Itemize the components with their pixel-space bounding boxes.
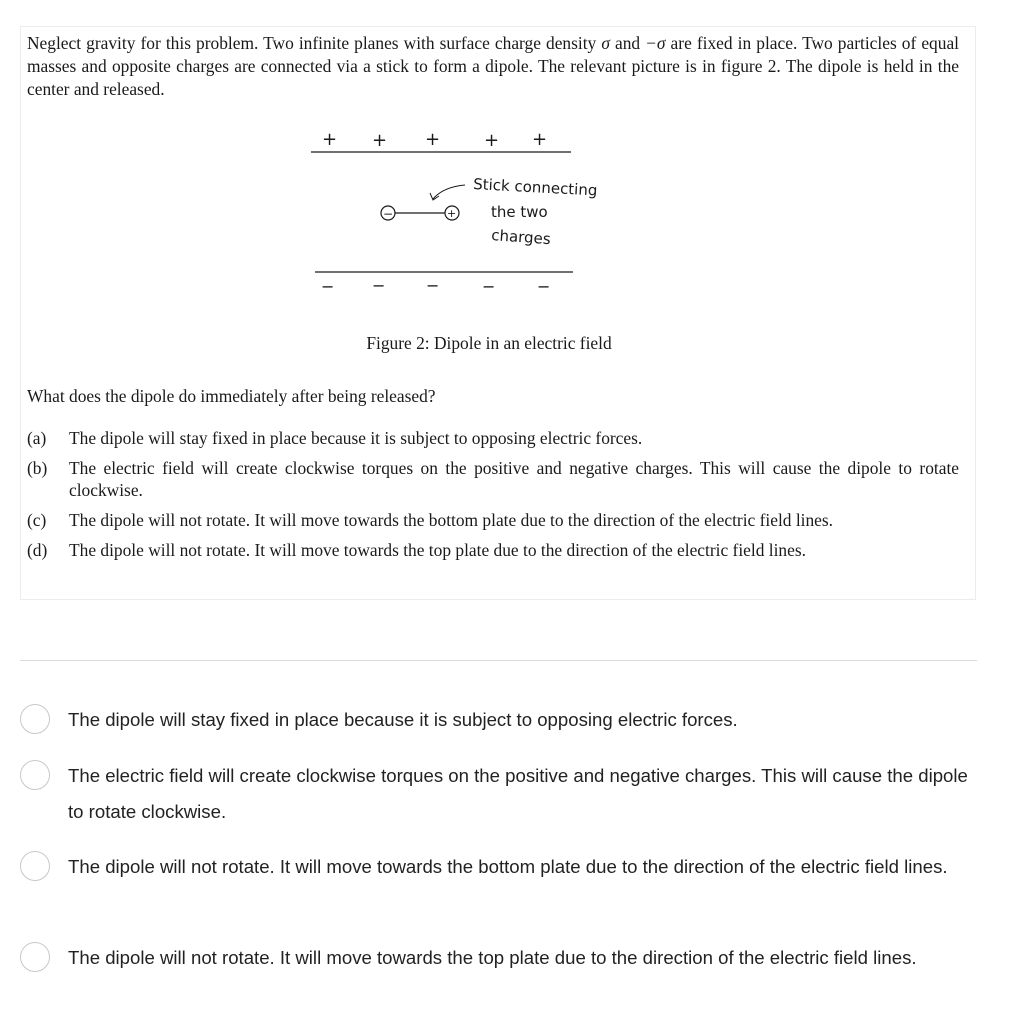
radio-button[interactable] [20, 942, 50, 972]
plus-sign: + [484, 130, 500, 151]
option-d [27, 539, 959, 561]
annotation-line-2: the two [491, 203, 548, 221]
option-letter: (b) [27, 458, 48, 478]
answer-choice-label[interactable]: The dipole will stay fixed in place because it is subject to opposing electric forces. [68, 709, 738, 730]
option-text: The electric field will create clockwise torques on the positive and negative charges. This will cause the dipole to rotate clockwise. [69, 458, 959, 500]
option-b [27, 457, 959, 501]
option-letter: (a) [27, 428, 47, 448]
annotation-line-3: charges [490, 226, 552, 249]
radio-button[interactable] [20, 704, 50, 734]
option-c [27, 509, 959, 531]
problem-statement [20, 26, 976, 600]
plus-sign: + [322, 129, 338, 150]
option-text: The dipole will not rotate. It will move towards the top plate due to the direction of the electric field lines. [69, 540, 806, 560]
figure-caption: Figure 2: Dipole in an electric field [366, 333, 612, 353]
neg-sigma-symbol: −σ [645, 33, 666, 53]
answer-choice-label[interactable]: The electric field will create clockwise torques on the positive and negative charges. This will cause the dipole to rotate clockwise. [68, 765, 968, 822]
radio-button[interactable] [20, 851, 50, 881]
minus-sign: − [372, 276, 386, 295]
stick-annotation [473, 175, 598, 248]
minus-sign: − [482, 277, 496, 296]
plus-sign: + [425, 129, 441, 150]
dipole [381, 206, 459, 221]
plus-sign: + [372, 130, 388, 151]
option-letter: (d) [27, 540, 48, 560]
negative-charge-sign: − [383, 207, 394, 221]
bottom-plate-signs [321, 276, 550, 296]
section-divider [20, 660, 977, 661]
answer-choice-label[interactable]: The dipole will not rotate. It will move towards the top plate due to the direction of the electric field lines. [68, 947, 917, 968]
answer-choice-label[interactable]: The dipole will not rotate. It will move towards the bottom plate due to the direction of the electric field lines. [68, 856, 948, 877]
sigma-symbol: σ [601, 33, 610, 53]
radio-button[interactable] [20, 760, 50, 790]
intro-text-2: are fixed in place. Two particles of equal masses and opposite charges are connected via a stick to form a dipole. The relevant picture is in figure 2. The dipole is held in the center and released. [27, 33, 960, 99]
option-text: The dipole will not rotate. It will move towards the bottom plate due to the direction of the electric field lines. [69, 510, 834, 530]
option-text: The dipole will stay fixed in place because it is subject to opposing electric forces. [69, 428, 643, 448]
annotation-line-1: Stick connecting [472, 175, 598, 200]
minus-sign: − [537, 277, 551, 296]
question-text: What does the dipole do immediately after being released? [27, 386, 436, 406]
option-a [27, 427, 959, 449]
dipole-figure [21, 27, 977, 327]
plus-sign: + [532, 129, 548, 150]
option-letter: (c) [27, 510, 47, 530]
intro-text-1: Neglect gravity for this problem. Two infinite planes with surface charge density [27, 33, 602, 53]
minus-sign: − [321, 277, 335, 296]
intro-text-and: and [609, 33, 646, 53]
minus-sign: − [426, 276, 440, 295]
positive-charge-sign: + [447, 207, 457, 220]
top-plate-signs [322, 129, 547, 151]
option-list [27, 427, 959, 569]
